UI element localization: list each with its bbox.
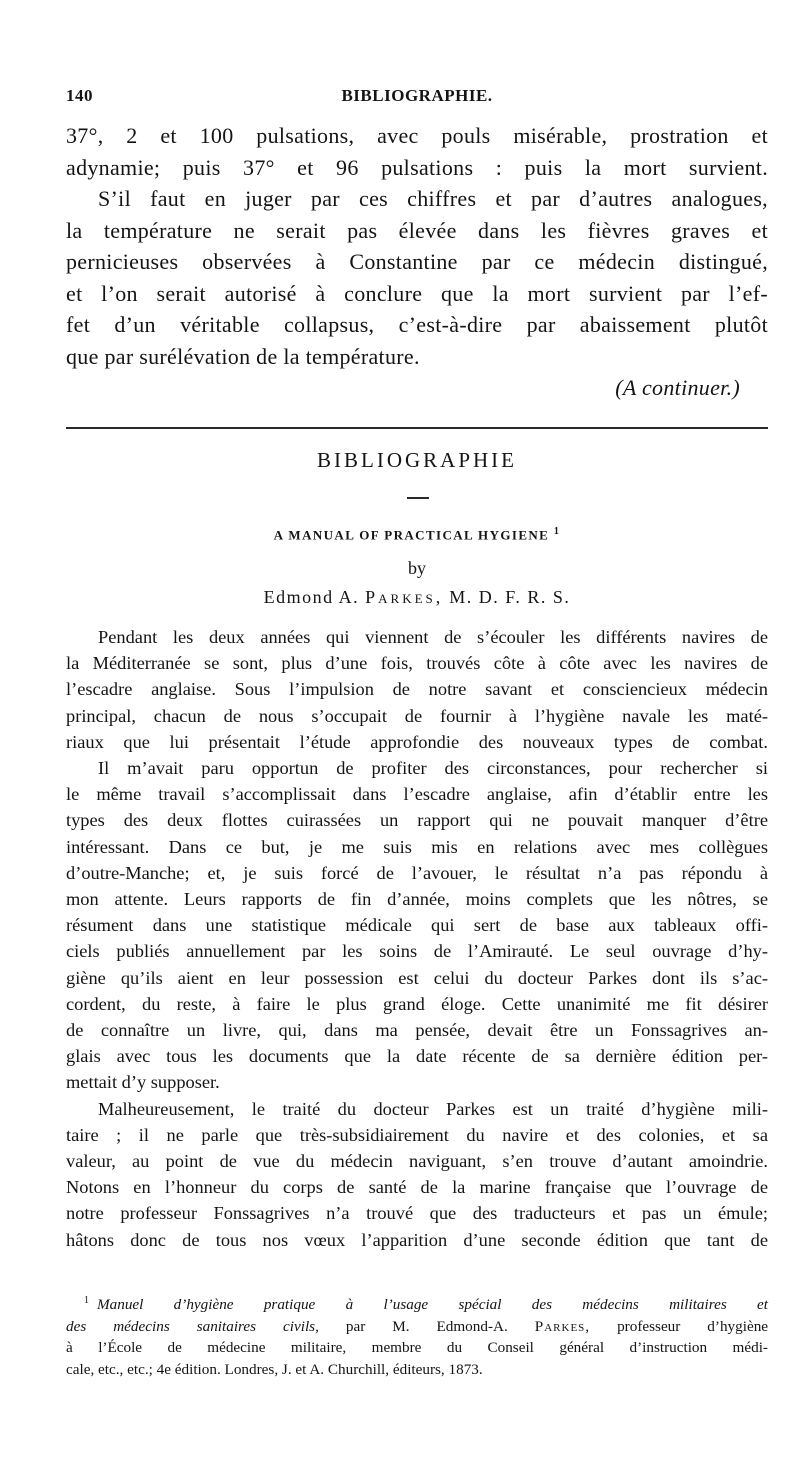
footnote-line: cale, etc., etc.; 4e édition. Londres, J. et A. Churchill, éditeurs, 1873. bbox=[66, 1360, 483, 1378]
footnote bbox=[66, 1290, 768, 1380]
author-first-name: Edmond A. bbox=[263, 587, 360, 607]
section-title: BIBLIOGRAPHIE bbox=[317, 448, 517, 472]
book-title bbox=[66, 526, 768, 543]
footnote-mark: 1 bbox=[84, 1295, 89, 1306]
running-header bbox=[66, 86, 768, 114]
footnote-line: à l’École de médecine militaire, membre du Conseil général d’instruction médi- bbox=[66, 1339, 768, 1357]
text-line: Pendant les deux années qui viennent de s’écouler les différents navires de bbox=[98, 627, 768, 647]
text-line: ciels publiés annuellement par les soins de l’Amirauté. Le seul ouvrage d’hy- bbox=[66, 941, 768, 962]
text-line: types des deux flottes cuirassées un rapport qui ne pouvait manquer d’être bbox=[66, 810, 768, 831]
text-line: l’escadre anglaise. Sous l’impulsion de notre savant et consciencieux médecin bbox=[66, 679, 768, 700]
author-degrees: M. D. F. R. S. bbox=[449, 587, 571, 607]
section-divider bbox=[66, 427, 768, 429]
text-line: riaux que lui présentait l’étude approfondie des nouveaux types de combat. bbox=[66, 731, 768, 752]
by-line: by bbox=[408, 558, 426, 578]
text-line: mettait d’y supposer. bbox=[66, 1072, 220, 1093]
document-page bbox=[66, 0, 768, 1466]
text-line: d’outre-Manche; et, je suis forcé de l’avouer, le résultat n’a pas répondu à bbox=[66, 862, 768, 883]
text-line: le même travail s’accomplissait dans l’escadre anglaise, afin d’établir entre les bbox=[66, 784, 768, 805]
text-line: 37°, 2 et 100 pulsations, avec pouls misérable, prostration et bbox=[66, 123, 768, 148]
book-title-text: A MANUAL OF PRACTICAL HYGIENE bbox=[273, 527, 550, 543]
text-line: Malheureusement, le traité du docteur Parkes est un traité d’hygiène mili- bbox=[98, 1098, 768, 1119]
footnote-author: Parkes, bbox=[534, 1317, 591, 1335]
text-line: valeur, au point de vue du médecin naviguant, s’en trouve d’autant amoindrie. bbox=[66, 1151, 768, 1172]
text-line: la Méditerranée se sont, plus d’une fois, trouvés côte à côte avec les navires de bbox=[66, 653, 768, 674]
text-line: de connaître un livre, qui, dans ma pensée, devait être un Fonssagrives an- bbox=[66, 1020, 768, 1041]
text-line: pernicieuses observées à Constantine par ce médecin distingué, bbox=[66, 249, 768, 274]
text-line: principal, chacun de nous s’occupait de fournir à l’hygiène navale les maté- bbox=[66, 705, 768, 726]
text-line: la température ne serait pas élevée dans les fièvres graves et bbox=[66, 217, 768, 243]
text-line: et l’on serait autorisé à conclure que la mort survient par l’ef- bbox=[66, 280, 768, 306]
footnote-book-title-cont: des médecins sanitaires civils, bbox=[66, 1317, 319, 1335]
book-author bbox=[66, 587, 768, 608]
text-line: résument dans une statistique médicale qui sert de base aux tableaux offi- bbox=[66, 915, 768, 936]
text-line: glais avec tous les documents que la date récente de sa dernière édition per- bbox=[66, 1046, 768, 1067]
text-line: hâtons donc de tous nos vœux l’apparition d’une seconde édition que tant de bbox=[66, 1229, 768, 1250]
text-line: adynamie; puis 37° et 96 pulsations : puis la mort survient. bbox=[66, 154, 768, 180]
footnote-text: professeur d’hygiène bbox=[617, 1317, 769, 1335]
review-body bbox=[66, 624, 768, 1253]
footnote-book-title: Manuel d’hygiène pratique à l’usage spécial des médecins militaires et bbox=[97, 1296, 768, 1314]
page-number: 140 bbox=[66, 86, 93, 105]
text-line: intéressant. Dans ce but, je me suis mis en relations avec mes collègues bbox=[66, 836, 768, 857]
footnote-line bbox=[66, 1290, 768, 1316]
text-line: que par surélévation de la température. bbox=[66, 343, 420, 369]
text-line: notre professeur Fonssagrives n’a trouvé que des traducteurs et pas un émule; bbox=[66, 1203, 768, 1224]
text-line: taire ; il ne parle que très-subsidiairement du navire et des colonies, et sa bbox=[66, 1124, 768, 1145]
continuation-note: (A continuer.) bbox=[615, 375, 740, 400]
text-line: fet d’un véritable collapsus, c’est-à-dire par abaissement plutôt bbox=[66, 312, 768, 337]
title-dash bbox=[407, 497, 429, 499]
previous-article-ending bbox=[66, 120, 768, 404]
text-line: cordent, du reste, à faire le plus grand éloge. Cette unanimité me fit désirer bbox=[66, 993, 768, 1014]
text-line: S’il faut en juger par ces chiffres et par d’autres analogues, bbox=[98, 186, 768, 211]
footnote-ref: 1 bbox=[553, 526, 561, 537]
text-line: mon attente. Leurs rapports de fin d’année, moins complets que les nôtres, se bbox=[66, 889, 768, 910]
text-line: Notons en l’honneur du corps de santé de la marine française que l’ouvrage de bbox=[66, 1177, 768, 1198]
text-line: giène qu’ils aient en leur possession est celui du docteur Parkes dont ils s’ac- bbox=[66, 967, 768, 988]
author-last-name: Parkes, bbox=[365, 587, 444, 607]
running-title: BIBLIOGRAPHIE. bbox=[341, 86, 493, 105]
footnote-line bbox=[66, 1316, 768, 1338]
footnote-text: par M. Edmond-A. bbox=[345, 1317, 508, 1335]
text-line: Il m’avait paru opportun de profiter des circonstances, pour rechercher si bbox=[98, 758, 768, 779]
